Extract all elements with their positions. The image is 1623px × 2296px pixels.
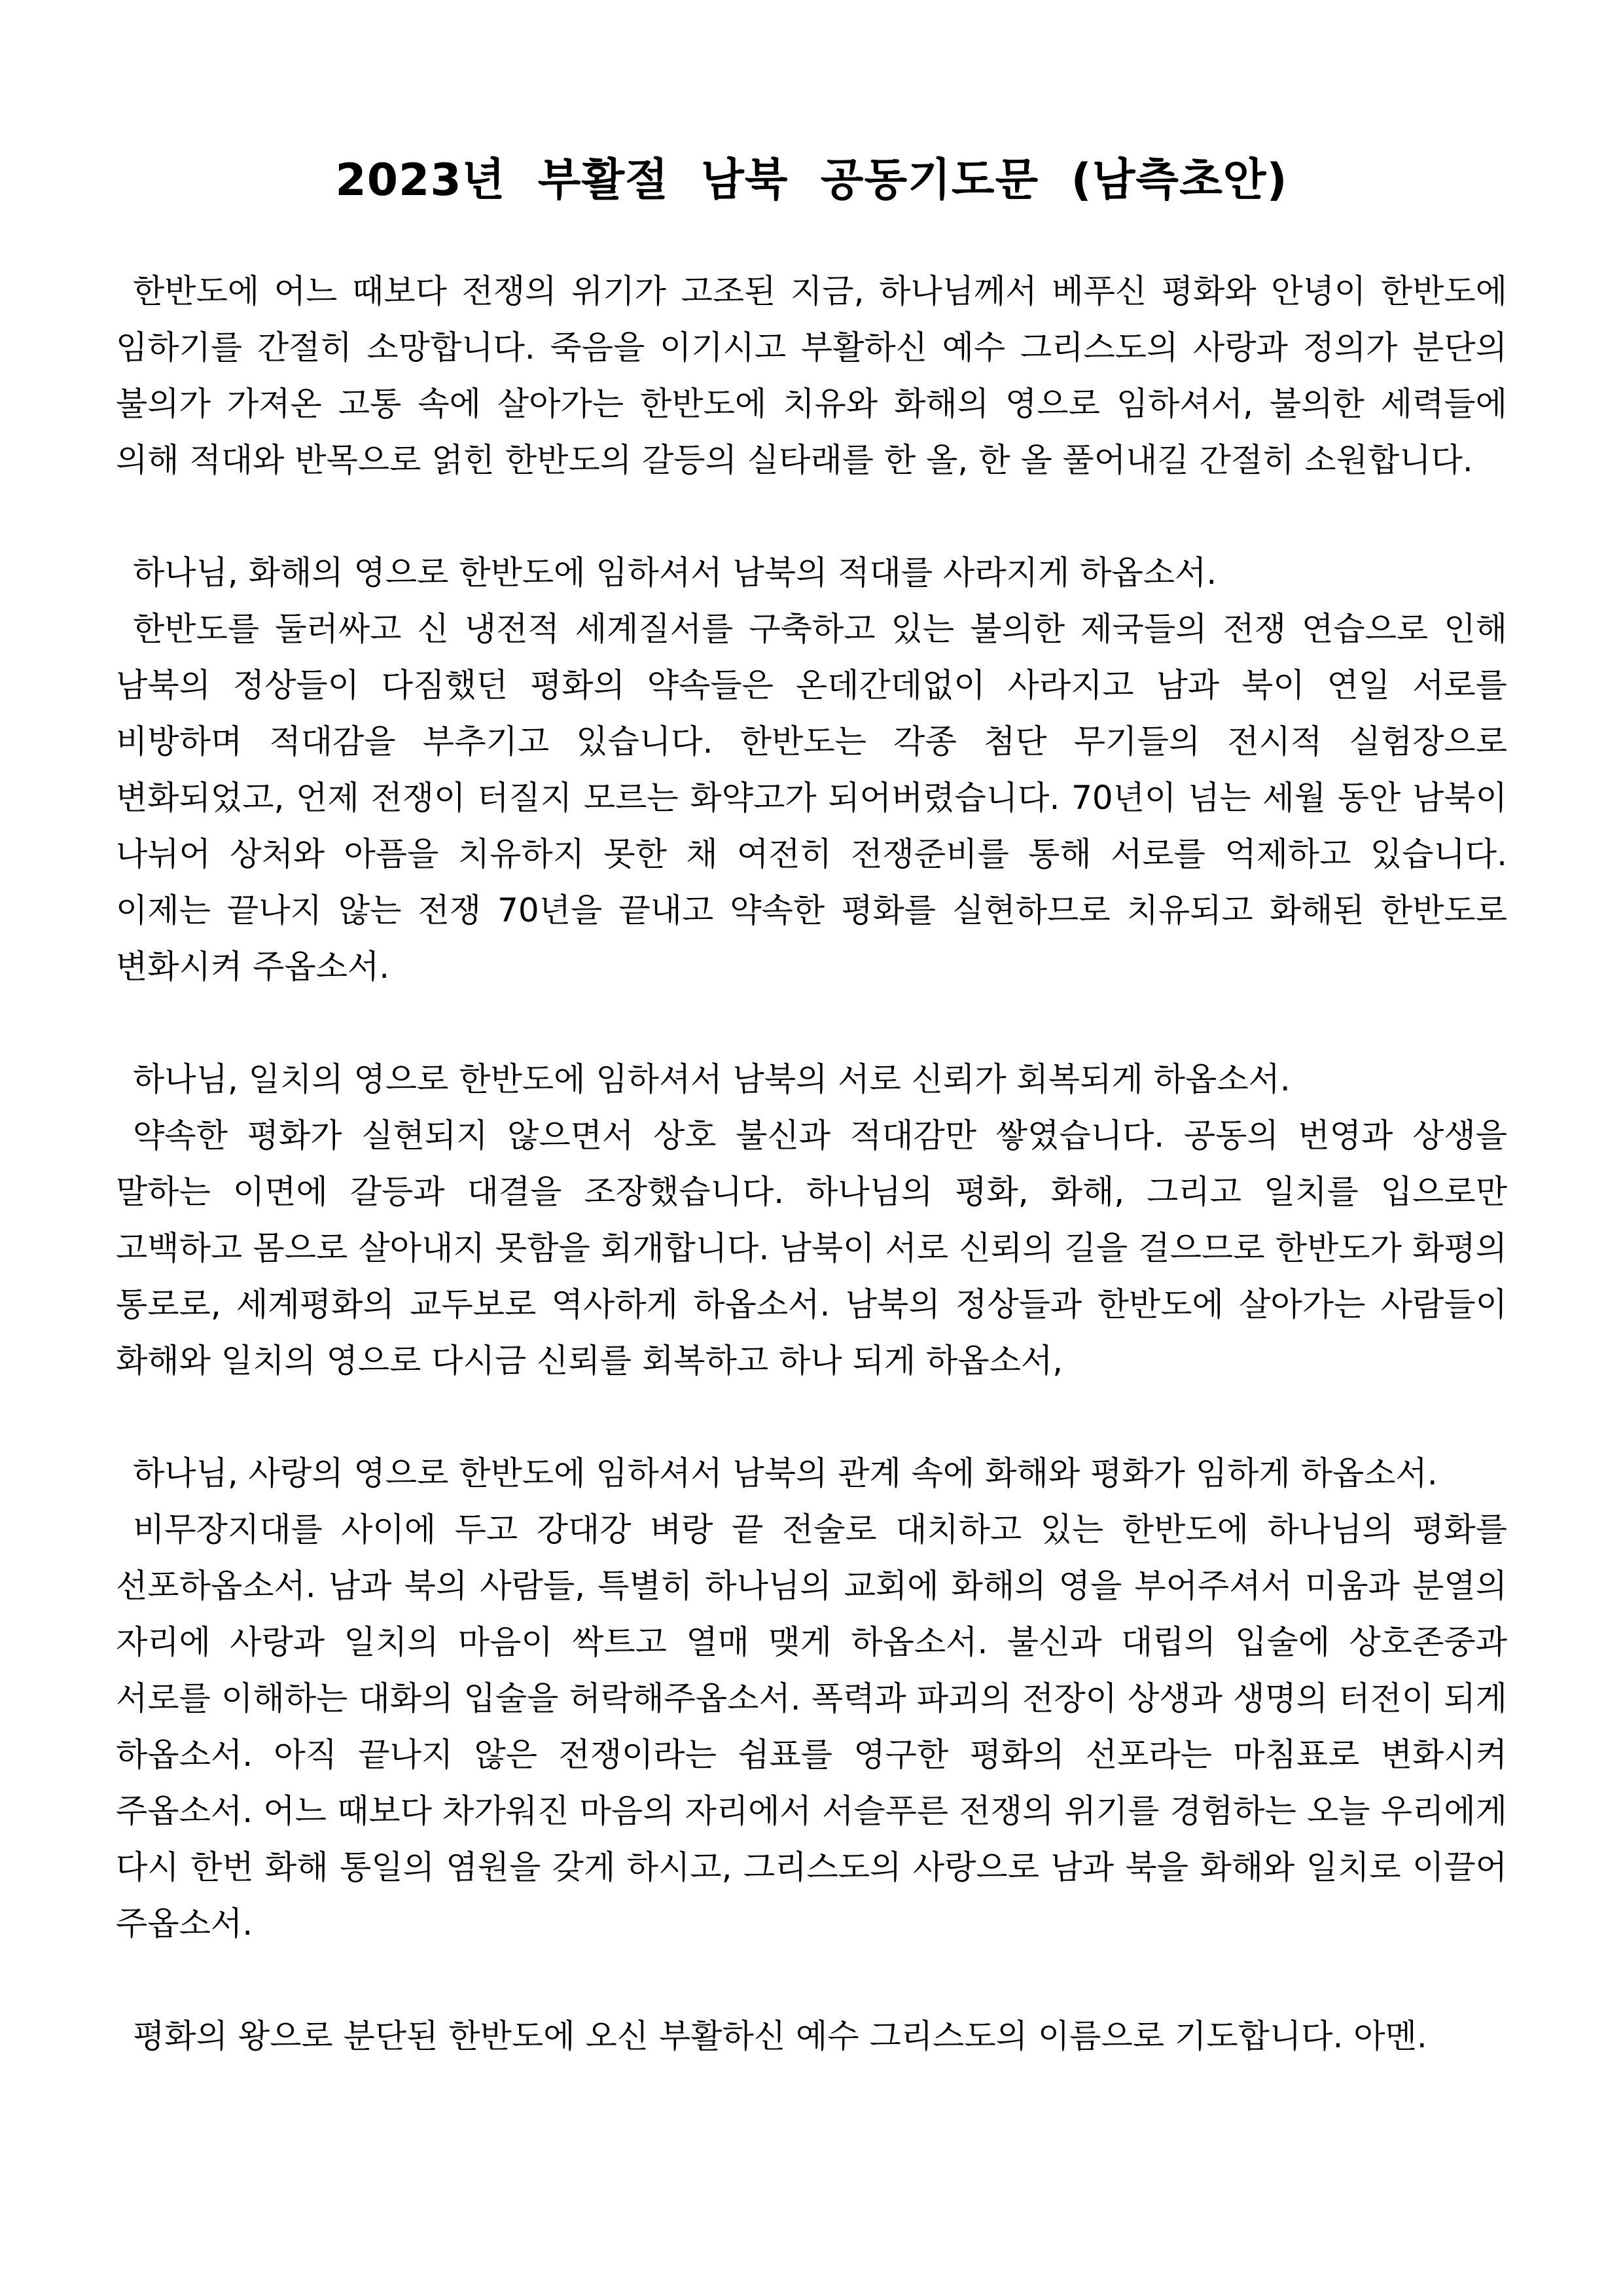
reconciliation-heading-line: [116, 545, 1507, 601]
paragraph-text: 하나님, 화해의 영으로 한반도에 임하셔서 남북의 적대를 사라지게 하옵소서.: [133, 554, 1217, 592]
unity-heading-line: [116, 1051, 1507, 1107]
paragraph-spacer: [116, 1389, 1507, 1445]
love-heading-line: [116, 1445, 1507, 1501]
paragraph-text: 평화의 왕으로 분단된 한반도에 오신 부활하신 예수 그리스도의 이름으로 기도합니다. 아멘.: [133, 2017, 1427, 2055]
paragraph-text: 약속한 평화가 실현되지 않으면서 상호 불신과 적대감만 쌓였습니다. 공동의 번영과 상생을 말하는 이면에 갈등과 대결을 조장했습니다. 하나님의 평화, 화해, 그리고 일치를 입으로만 고백하고 몸으로 살아내지 못함을 회개합니다. 남북이 서로 신뢰의 길을 걸으므로 한반도가 화평의 통로로, 세계평화의 교두보로 역사하게 하옵소서. 남북의 정상들과 한반도에 살아가는 사람들이 화해와 일치의 영으로 다시금 신뢰를 회복하고 하나 되게 하옵소서,: [116, 1117, 1507, 1380]
paragraph-text: 한반도를 둘러싸고 신 냉전적 세계질서를 구축하고 있는 불의한 제국들의 전쟁 연습으로 인해 남북의 정상들이 다짐했던 평화의 약속들은 온데간데없이 사라지고 남과 북이 연일 서로를 비방하며 적대감을 부추기고 있습니다. 한반도는 각종 첨단 무기들의 전시적 실험장으로 변화되었고, 언제 전쟁이 터질지 모르는 화약고가 되어버렸습니다. 70년이 넘는 세월 동안 남북이 나뉘어 상처와 아픔을 치유하지 못한 채 여전히 전쟁준비를 통해 서로를 억제하고 있습니다. 이제는 끝나지 않는 전쟁 70년을 끝내고 약속한 평화를 실현하므로 치유되고 화해된 한반도로 변화시켜 주옵소서.: [116, 610, 1507, 986]
document-title: 2023년 부활절 남북 공동기도문 (남측초안): [335, 154, 1288, 206]
closing-prayer-line: [116, 2008, 1507, 2064]
paragraph-text: 한반도에 어느 때보다 전쟁의 위기가 고조된 지금, 하나님께서 베푸신 평화와 안녕이 한반도에 임하기를 간절히 소망합니다. 죽음을 이기시고 부활하신 예수 그리스도의 사랑과 정의가 분단의 불의가 가져온 고통 속에 살아가는 한반도에 치유와 화해의 영으로 임하셔서, 불의한 세력들에 의해 적대와 반목으로 얽힌 한반도의 갈등의 실타래를 한 올, 한 올 풀어내길 간절히 소원합니다.: [116, 272, 1507, 479]
intro-paragraph: [116, 263, 1507, 488]
paragraph-spacer: [116, 1952, 1507, 2008]
paragraph-text: 하나님, 사랑의 영으로 한반도에 임하셔서 남북의 관계 속에 화해와 평화가 임하게 하옵소서.: [133, 1454, 1438, 1492]
reconciliation-paragraph: [116, 601, 1507, 995]
paragraph-text: 하나님, 일치의 영으로 한반도에 임하셔서 남북의 서로 신뢰가 회복되게 하옵소서.: [133, 1060, 1291, 1098]
paragraph-spacer: [116, 995, 1507, 1051]
love-paragraph: [116, 1501, 1507, 1952]
paragraph-spacer: [116, 488, 1507, 545]
paragraph-text: 비무장지대를 사이에 두고 강대강 벼랑 끝 전술로 대치하고 있는 한반도에 하나님의 평화를 선포하옵소서. 남과 북의 사람들, 특별히 하나님의 교회에 화해의 영을 부어주셔서 미움과 분열의 자리에 사랑과 일치의 마음이 싹트고 열매 맺게 하옵소서. 불신과 대립의 입술에 상호존중과 서로를 이해하는 대화의 입술을 허락해주옵소서. 폭력과 파괴의 전장이 상생과 생명의 터전이 되게 하옵소서. 아직 끝나지 않은 전쟁이라는 쉼표를 영구한 평화의 선포라는 마침표로 변화시켜 주옵소서. 어느 때보다 차가워진 마음의 자리에서 서슬푸른 전쟁의 위기를 경험하는 오늘 우리에게 다시 한번 화해 통일의 염원을 갖게 하시고, 그리스도의 사랑으로 남과 북을 화해와 일치로 이끌어 주옵소서.: [116, 1511, 1507, 1943]
unity-paragraph: [116, 1107, 1507, 1389]
